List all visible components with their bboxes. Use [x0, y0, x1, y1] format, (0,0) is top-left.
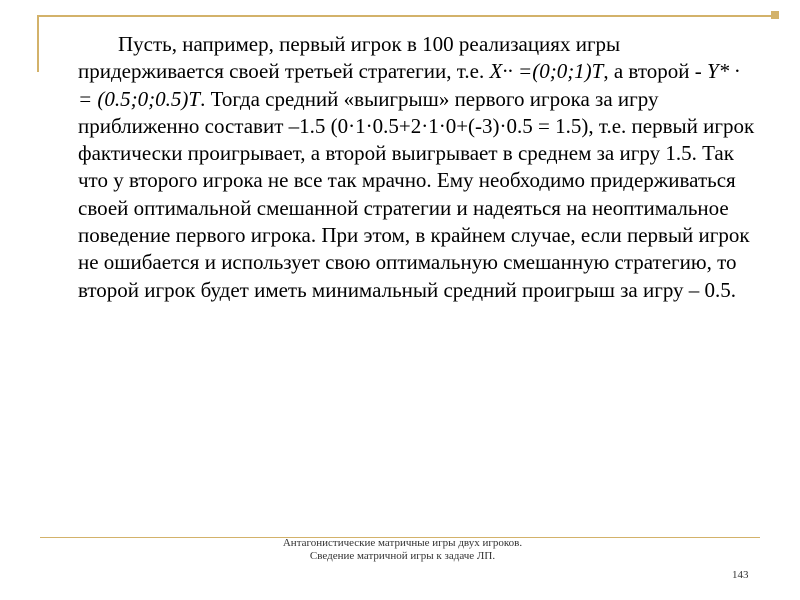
decorative-corner-square — [771, 11, 779, 19]
paragraph-text-part-1: Пусть, например, первый игрок в 100 реализациях игры придерживается своей третьей стратегии, т.е. — [78, 32, 621, 84]
paragraph-text-part-2: , а второй - — [603, 59, 707, 84]
page-number: 143 — [732, 569, 749, 581]
decorative-vertical-line — [37, 15, 39, 72]
footer-title: Антагонистические матричные игры двух игроков. Сведение матричной игры к задаче ЛП. — [282, 537, 523, 562]
paragraph-text-part-3: . Тогда средний «выигрыш» первого игрока за игру приближенно составит –1.5 (0·1·0.5+2·1·0+(-3)·0.5 = 1.5), т.е. первый игрок фактически проигрывает, а второй выигрывает в среднем за игру 1.5. Так что у второго игрока не все так мрачно. Ему необходимо придерживаться своей оптимальной смешанной стратегии и надеяться на неоптимальное поведение первого игрока. При этом, в крайнем случае, если первый игрок не ошибается и использует свою оптимальную смешанную стратегию, то второй игрок будет иметь минимальный средний проигрыш за игру – 0.5. — [78, 86, 755, 302]
y-strategy-vector: Y* · = (0.5;0;0.5)T — [78, 59, 740, 111]
x-strategy-vector: X·· =(0;0;1)T — [489, 59, 604, 84]
decorative-top-line — [37, 15, 775, 17]
slide-body-paragraph — [78, 31, 758, 304]
